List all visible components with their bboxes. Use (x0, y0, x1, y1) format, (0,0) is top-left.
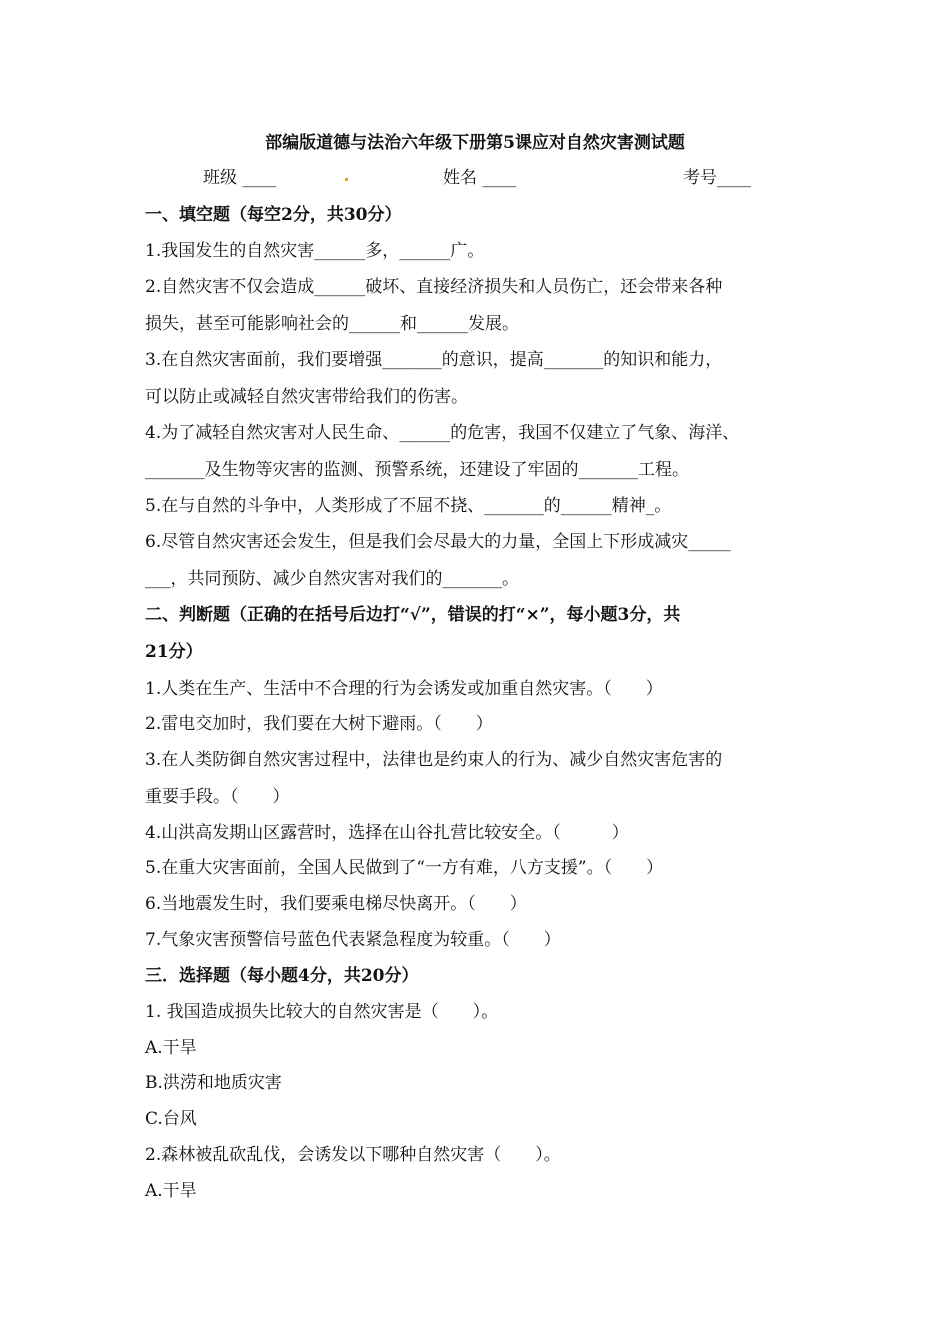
question-line: 损失，甚至可能影响社会的______和______发展。 (145, 314, 519, 334)
question-line: 6.尽管自然灾害还会发生，但是我们会尽最大的力量，全国上下形成减灾_____ (145, 532, 731, 552)
question-line: 1. 我国造成损失比较大的自然灾害是（ ）。 (145, 1002, 499, 1022)
question-line: 2.雷电交加时，我们要在大树下避雨。（ ） (145, 714, 493, 734)
question-line: 1.人类在生产、生活中不合理的行为会诱发或加重自然灾害。（ ） (145, 679, 663, 699)
page-title: 部编版道德与法治六年级下册第5课应对自然灾害测试题 (265, 133, 685, 153)
section-heading-fill-in: 一、填空题（每空2分，共30分） (145, 205, 402, 225)
question-line: 2.自然灾害不仅会造成______破坏、直接经济损失和人员伤亡，还会带来各种 (145, 277, 723, 297)
question-line: 4.山洪高发期山区露营时，选择在山谷扎营比较安全。（ ） (145, 823, 629, 843)
answer-option: B.洪涝和地质灾害 (145, 1073, 282, 1093)
stray-mark (345, 178, 348, 181)
question-line: ___，共同预防、减少自然灾害对我们的_______。 (145, 569, 519, 589)
class-field-label: 班级 ____ (203, 168, 277, 188)
answer-option: A.干旱 (145, 1038, 197, 1058)
question-line: 可以防止或减轻自然灾害带给我们的伤害。 (145, 387, 468, 407)
question-line: 5.在与自然的斗争中，人类形成了不屈不挠、_______的______精神_。 (145, 496, 672, 516)
answer-option: C.台风 (145, 1109, 197, 1129)
question-line: 3.在自然灾害面前，我们要增强_______的意识，提高_______的知识和能力， (145, 350, 723, 370)
exam-number-field-label: 考号____ (683, 168, 751, 188)
question-line: 6.当地震发生时，我们要乘电梯尽快离开。（ ） (145, 894, 527, 914)
question-line: _______及生物等灾害的监测、预警系统，还建设了牢固的_______工程。 (145, 460, 689, 480)
section-heading-true-false: 二、判断题（正确的在括号后边打“√”，错误的打“×”，每小题3分，共 (145, 605, 681, 625)
question-line: 7.气象灾害预警信号蓝色代表紧急程度为较重。（ ） (145, 930, 561, 950)
question-line: 5.在重大灾害面前，全国人民做到了“一方有难，八方支援”。（ ） (145, 858, 664, 878)
question-line: 重要手段。（ ） (145, 787, 290, 807)
answer-option: A.干旱 (145, 1181, 197, 1201)
name-field-label: 姓名 ____ (443, 168, 517, 188)
section-heading-multiple-choice: 三．选择题（每小题4分，共20分） (145, 966, 419, 986)
question-line: 4.为了减轻自然灾害对人民生命、______的危害，我国不仅建立了气象、海洋、 (145, 423, 740, 443)
question-line: 2.森林被乱砍乱伐，会诱发以下哪种自然灾害（ ）。 (145, 1145, 561, 1165)
question-line: 1.我国发生的自然灾害______多，______广。 (145, 241, 485, 261)
section-heading-true-false-cont: 21分） (145, 642, 203, 662)
question-line: 3.在人类防御自然灾害过程中，法律也是约束人的行为、减少自然灾害危害的 (145, 750, 723, 770)
